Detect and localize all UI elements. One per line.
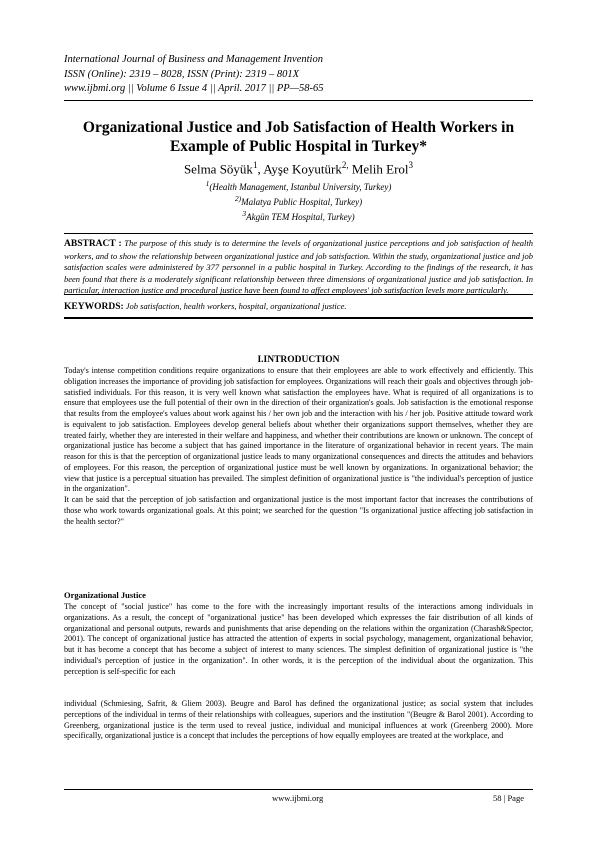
affiliation-text: (Health Management, Istanbul University, Turkey) [209,182,392,192]
author-sup: 2, [341,160,349,170]
affiliation [64,208,533,223]
paragraph: The concept of "social justice" has come to the fore with the increasingly important results of the interactions among individuals in organizations. As a result, the concept of "organizational justice" has been developed which expresses the fair distribution of all kinds of organizational and personal outputs, rewards and punishments that arise depending on the relations within the organization (Charash&Spector, 2001). The concept of organizational justice has attracted the attention of experts in social psychology, management, organizational behavior, but it has become a concept that has become a subject of interest to many sciences. The simplest definition of organizational justice is "the individual's perception of justice in the organization". In other words, it is the perception of the individual about the organization. This perception is self-specific for each [64,602,533,676]
abstract-label: ABSTRACT : [64,239,122,249]
paper-title [64,118,533,156]
footer-rule [64,789,533,790]
paper-title-line-1: Organizational Justice and Job Satisfaction of Health Workers in [82,119,515,136]
affiliation-text: Akgün TEM Hospital, Turkey) [246,212,355,223]
author-name: Selma Söyük [183,161,253,177]
journal-header [64,53,544,97]
subsection-body-1 [64,602,533,677]
abstract-bottom-rule [64,294,533,295]
journal-name: International Journal of Business and Management Invention [64,54,323,65]
subsection-heading: Organizational Justice [64,590,146,600]
section-heading: I.INTRODUCTION [257,355,340,365]
author-separator: , [257,161,264,177]
author-name: Melih Erol [351,161,409,177]
keywords [64,300,533,313]
journal-issn: ISSN (Online): 2319 – 8028, ISSN (Print): 2319 – 801X [64,68,300,80]
abstract-top-rule [64,233,533,234]
affiliation-sup: 2) [234,194,242,204]
keywords-rule [64,317,533,319]
paragraph: individual (Schmiesing, Safrit, & Gliem 2003). Beugre and Barol has defined the organizational justice; as social system that includes perceptions of the individual in terms of their relationships with colleagues, superiors and the institution "(Beugre & Barol 2001). According to Greenberg, organizational justice is the term used to reveal justice, individual and municipal influences at work (Greenberg 2000). More specifically, organizational justice is a concept that includes the perceptions of how equally employees are treated at the workplace, and [64,699,533,741]
author-sup: 1 [252,160,258,170]
keywords-text: Job satisfaction, health workers, hospital, organizational justice. [125,301,347,311]
affiliation-sup: 3 [242,209,247,219]
paper-title-line-2: Example of Public Hospital in Turkey* [169,138,428,155]
affiliations [64,178,533,224]
affiliation-sup: 1 [205,179,210,188]
author-name: Ayşe Koyutürk [263,161,342,177]
author-list [64,157,533,177]
keywords-label: KEYWORDS: [64,302,124,312]
affiliation [64,178,533,193]
footer-url: www.ijbmi.org [272,793,324,803]
journal-volume-line: www.ijbmi.org || Volume 6 Issue 4 || April. 2017 || PP—58-65 [64,83,324,94]
abstract-text: The purpose of this study is to determine the levels of organizational justice perceptions and job satisfaction of health workers, and to show the relationship between organizational justice and job satisfaction. Within the study, organizational justice and job satisfaction scales were administered by 377 personnel in a public hospital in Turkey. According to the findings of the research, it has been found that there is a moderately significant relationship between three dimensions of organizational justice and job satisfaction. In particular, interaction justice and procedural justice have been found to affect employees' job satisfaction levels more particularly. [64,238,533,296]
affiliation [64,193,533,208]
affiliation-text: Malatya Public Hospital, Turkey) [241,197,363,208]
paragraph: Today's intense competition conditions require organizations to ensure that their employees are able to work effectively and efficiently. This obligation increases the importance of providing job satisfaction for employees. Organizations will reach their goals and objectives through job-satisfied individuals. For this reason, it is very well known what satisfaction the employees have. What is required of all organizations is to ensure that employees use the full potential of their own in the direction of their organization's goals. Job satisfaction is the emotional response that results from the employee's values about work against his / her own job and the interaction with his / her job. Positive attitude toward work is equivalent to job satisfaction. Employees develop general beliefs about whether their organizations support themselves, whether they are treated fairly, whether they are interested in their welfare and happiness, and whether their contributions are known or unknown. The concept of organizational justice has become a subject that has gained importance in the literature of organizational behavior in recent years. The main reason for this is that the perception of organizational justice leads to many organizational consequences and directs the attitudes and behaviors of employees. For this reason, the perception of organizational justice must be well known by organizations. In organizational behavior; the view that justice is a perceptual situation has prevailed. The simplest definition of organizational justice is "the individual's perception of justice in the organization". [64,366,533,494]
abstract [64,238,533,297]
paragraph: It can be said that the perception of job satisfaction and organizational justice is the most important factor that increases the contributions of those who work towards organizational goals. At this point; we searched for the question "Is organizational justice affecting job satisfaction in the health sector?" [64,495,533,526]
introduction-body [64,366,533,527]
author-sup: 3 [408,160,414,170]
page-number: 58 | Page [493,793,524,803]
header-rule [64,100,533,101]
subsection-body-2 [64,699,533,742]
